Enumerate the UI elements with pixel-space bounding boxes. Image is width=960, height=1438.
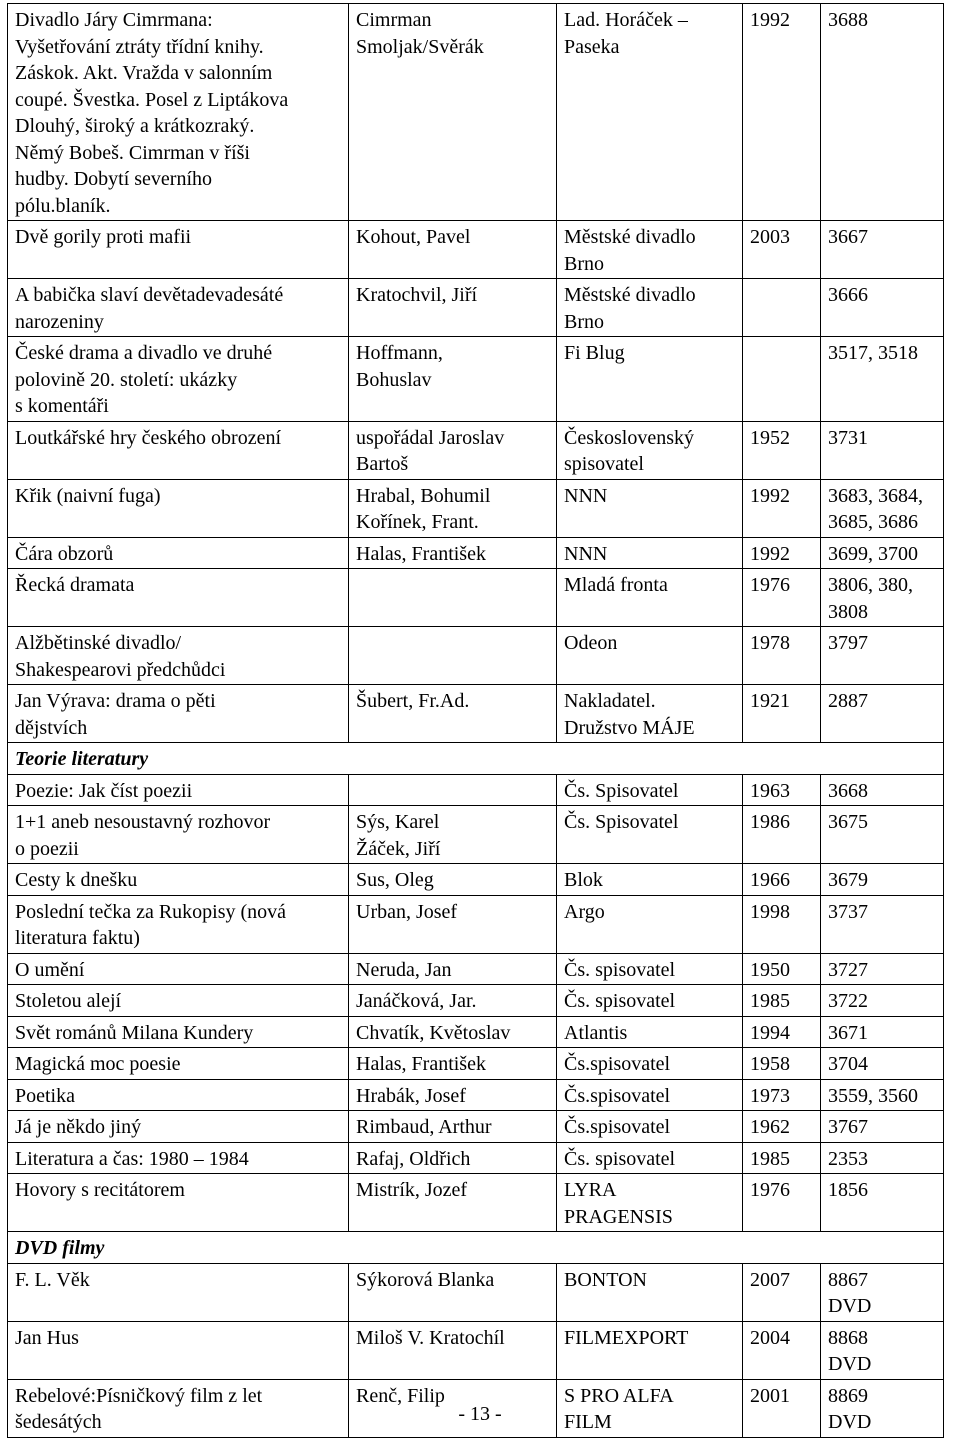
author-cell: Hrabal, Bohumil Kořínek, Frant. [349, 479, 557, 537]
table-row [8, 1263, 944, 1321]
publisher-cell: Čs.spisovatel [557, 1111, 743, 1143]
table-row [8, 1048, 944, 1080]
year-cell: 2007 [743, 1263, 821, 1321]
publisher-cell: Argo [557, 895, 743, 953]
title-cell: A babička slaví devětadevadesáté narozeniny [8, 279, 349, 337]
signature-cell: 3666 [821, 279, 944, 337]
signature-cell: 2887 [821, 685, 944, 743]
title-cell: Magická moc poesie [8, 1048, 349, 1080]
title-cell: Jan Hus [8, 1321, 349, 1379]
table-row [8, 864, 944, 896]
year-cell: 1950 [743, 953, 821, 985]
catalog-table [7, 3, 944, 1438]
publisher-cell: Městské divadlo Brno [557, 221, 743, 279]
year-cell: 1958 [743, 1048, 821, 1080]
publisher-cell: Blok [557, 864, 743, 896]
signature-cell: 8868 DVD [821, 1321, 944, 1379]
year-cell: 1962 [743, 1111, 821, 1143]
author-cell: Rimbaud, Arthur [349, 1111, 557, 1143]
table-row [8, 1321, 944, 1379]
table-row [8, 627, 944, 685]
author-cell: Mistrík, Jozef [349, 1174, 557, 1232]
author-cell: Hoffmann, Bohuslav [349, 337, 557, 422]
publisher-cell: Lad. Horáček – Paseka [557, 4, 743, 221]
author-cell: Halas, František [349, 537, 557, 569]
publisher-cell: Městské divadlo Brno [557, 279, 743, 337]
table-row [8, 221, 944, 279]
table-row [8, 279, 944, 337]
publisher-cell: NNN [557, 479, 743, 537]
author-cell [349, 569, 557, 627]
author-cell [349, 774, 557, 806]
author-cell: Šubert, Fr.Ad. [349, 685, 557, 743]
author-cell [349, 627, 557, 685]
title-cell: Divadlo Járy Cimrmana: Vyšetřování ztráty třídní knihy. Záskok. Akt. Vražda v salonním coupé. Švestka. Posel z Liptákova Dlouhý, široký a krátkozraký. Němý Bobeš. Cimrman v říši hudby. Dobytí severního pólu.blaník. [8, 4, 349, 221]
publisher-cell: Čs. spisovatel [557, 953, 743, 985]
signature-cell: 3679 [821, 864, 944, 896]
title-cell: Křik (naivní fuga) [8, 479, 349, 537]
signature-cell: 3688 [821, 4, 944, 221]
publisher-cell: Odeon [557, 627, 743, 685]
signature-cell: 3727 [821, 953, 944, 985]
publisher-cell: NNN [557, 537, 743, 569]
title-cell: Alžbětinské divadlo/ Shakespearovi předchůdci [8, 627, 349, 685]
signature-cell: 3675 [821, 806, 944, 864]
page-number: - 13 - [458, 1403, 502, 1425]
section-row [8, 743, 944, 775]
table-row [8, 1111, 944, 1143]
publisher-cell: FILMEXPORT [557, 1321, 743, 1379]
table-row [8, 537, 944, 569]
author-cell: Hrabák, Josef [349, 1079, 557, 1111]
signature-cell: 3704 [821, 1048, 944, 1080]
publisher-cell: Čs.spisovatel [557, 1079, 743, 1111]
year-cell: 1986 [743, 806, 821, 864]
author-cell: Kratochvil, Jiří [349, 279, 557, 337]
title-cell: Poetika [8, 1079, 349, 1111]
table-row [8, 895, 944, 953]
author-cell: Chvatík, Květoslav [349, 1016, 557, 1048]
table-row [8, 1079, 944, 1111]
title-cell: Jan Výrava: drama o pěti dějstvích [8, 685, 349, 743]
year-cell: 1992 [743, 537, 821, 569]
author-cell: Sus, Oleg [349, 864, 557, 896]
title-cell: F. L. Věk [8, 1263, 349, 1321]
year-cell: 1976 [743, 1174, 821, 1232]
year-cell: 1994 [743, 1016, 821, 1048]
year-cell: 1963 [743, 774, 821, 806]
year-cell: 1992 [743, 4, 821, 221]
publisher-cell: Fi Blug [557, 337, 743, 422]
author-cell: Halas, František [349, 1048, 557, 1080]
table-row [8, 985, 944, 1017]
section-row [8, 1232, 944, 1264]
year-cell: 1966 [743, 864, 821, 896]
title-cell: Cesty k dnešku [8, 864, 349, 896]
year-cell [743, 279, 821, 337]
signature-cell: 2353 [821, 1142, 944, 1174]
signature-cell: 3517, 3518 [821, 337, 944, 422]
signature-cell: 3767 [821, 1111, 944, 1143]
table-row [8, 806, 944, 864]
author-cell: Rafaj, Oldřich [349, 1142, 557, 1174]
publisher-cell: LYRA PRAGENSIS [557, 1174, 743, 1232]
title-cell: České drama a divadlo ve druhé polovině 20. století: ukázky s komentáři [8, 337, 349, 422]
catalog-table-body [8, 4, 944, 1438]
signature-cell: 3722 [821, 985, 944, 1017]
title-cell: Svět románů Milana Kundery [8, 1016, 349, 1048]
section-heading-theory: Teorie literatury [8, 743, 944, 775]
year-cell: 1973 [743, 1079, 821, 1111]
author-cell: uspořádal Jaroslav Bartoš [349, 421, 557, 479]
title-cell: Já je někdo jiný [8, 1111, 349, 1143]
table-row [8, 1174, 944, 1232]
table-row [8, 1142, 944, 1174]
year-cell: 1952 [743, 421, 821, 479]
title-cell: Řecká dramata [8, 569, 349, 627]
section-heading-dvd: DVD filmy [8, 1232, 944, 1264]
signature-cell: 3668 [821, 774, 944, 806]
year-cell: 1921 [743, 685, 821, 743]
table-row [8, 953, 944, 985]
title-cell: Dvě gorily proti mafii [8, 221, 349, 279]
year-cell: 1978 [743, 627, 821, 685]
year-cell: 1985 [743, 985, 821, 1017]
signature-cell: 8867 DVD [821, 1263, 944, 1321]
table-row [8, 421, 944, 479]
publisher-cell: Čs. Spisovatel [557, 774, 743, 806]
title-cell: Literatura a čas: 1980 – 1984 [8, 1142, 349, 1174]
author-cell: Sýs, Karel Žáček, Jiří [349, 806, 557, 864]
table-row [8, 1016, 944, 1048]
signature-cell: 3731 [821, 421, 944, 479]
publisher-cell: BONTON [557, 1263, 743, 1321]
publisher-cell: Československý spisovatel [557, 421, 743, 479]
year-cell [743, 337, 821, 422]
table-row [8, 479, 944, 537]
signature-cell: 3699, 3700 [821, 537, 944, 569]
publisher-cell: S PRO ALFA FILM [557, 1379, 743, 1437]
year-cell: 2003 [743, 221, 821, 279]
author-cell: Sýkorová Blanka [349, 1263, 557, 1321]
year-cell: 1985 [743, 1142, 821, 1174]
publisher-cell: Čs. Spisovatel [557, 806, 743, 864]
author-cell: Kohout, Pavel [349, 221, 557, 279]
title-cell: Loutkářské hry českého obrození [8, 421, 349, 479]
author-cell: Renč, Filip [349, 1379, 557, 1437]
table-row [8, 774, 944, 806]
author-cell: Cimrman Smoljak/Svěrák [349, 4, 557, 221]
publisher-cell: Nakladatel. Družstvo MÁJE [557, 685, 743, 743]
author-cell: Neruda, Jan [349, 953, 557, 985]
publisher-cell: Čs. spisovatel [557, 985, 743, 1017]
author-cell: Urban, Josef [349, 895, 557, 953]
title-cell: Čára obzorů [8, 537, 349, 569]
year-cell: 1976 [743, 569, 821, 627]
signature-cell: 3683, 3684, 3685, 3686 [821, 479, 944, 537]
author-cell: Janáčková, Jar. [349, 985, 557, 1017]
signature-cell: 3797 [821, 627, 944, 685]
publisher-cell: Mladá fronta [557, 569, 743, 627]
publisher-cell: Čs.spisovatel [557, 1048, 743, 1080]
publisher-cell: Atlantis [557, 1016, 743, 1048]
table-row [8, 569, 944, 627]
signature-cell: 8869 DVD [821, 1379, 944, 1437]
year-cell: 1998 [743, 895, 821, 953]
signature-cell: 3667 [821, 221, 944, 279]
signature-cell: 3737 [821, 895, 944, 953]
title-cell: Poslední tečka za Rukopisy (nová literatura faktu) [8, 895, 349, 953]
signature-cell: 3671 [821, 1016, 944, 1048]
signature-cell: 3559, 3560 [821, 1079, 944, 1111]
title-cell: 1+1 aneb nesoustavný rozhovor o poezii [8, 806, 349, 864]
table-row [8, 685, 944, 743]
title-cell: Hovory s recitátorem [8, 1174, 349, 1232]
title-cell: O umění [8, 953, 349, 985]
signature-cell: 3806, 380, 3808 [821, 569, 944, 627]
title-cell: Stoletou alejí [8, 985, 349, 1017]
year-cell: 2001 [743, 1379, 821, 1437]
year-cell: 1992 [743, 479, 821, 537]
title-cell: Poezie: Jak číst poezii [8, 774, 349, 806]
title-cell: Rebelové:Písničkový film z let šedesátých [8, 1379, 349, 1437]
table-row [8, 4, 944, 221]
year-cell: 2004 [743, 1321, 821, 1379]
author-cell: Miloš V. Kratochíl [349, 1321, 557, 1379]
table-row [8, 337, 944, 422]
publisher-cell: Čs. spisovatel [557, 1142, 743, 1174]
signature-cell: 1856 [821, 1174, 944, 1232]
